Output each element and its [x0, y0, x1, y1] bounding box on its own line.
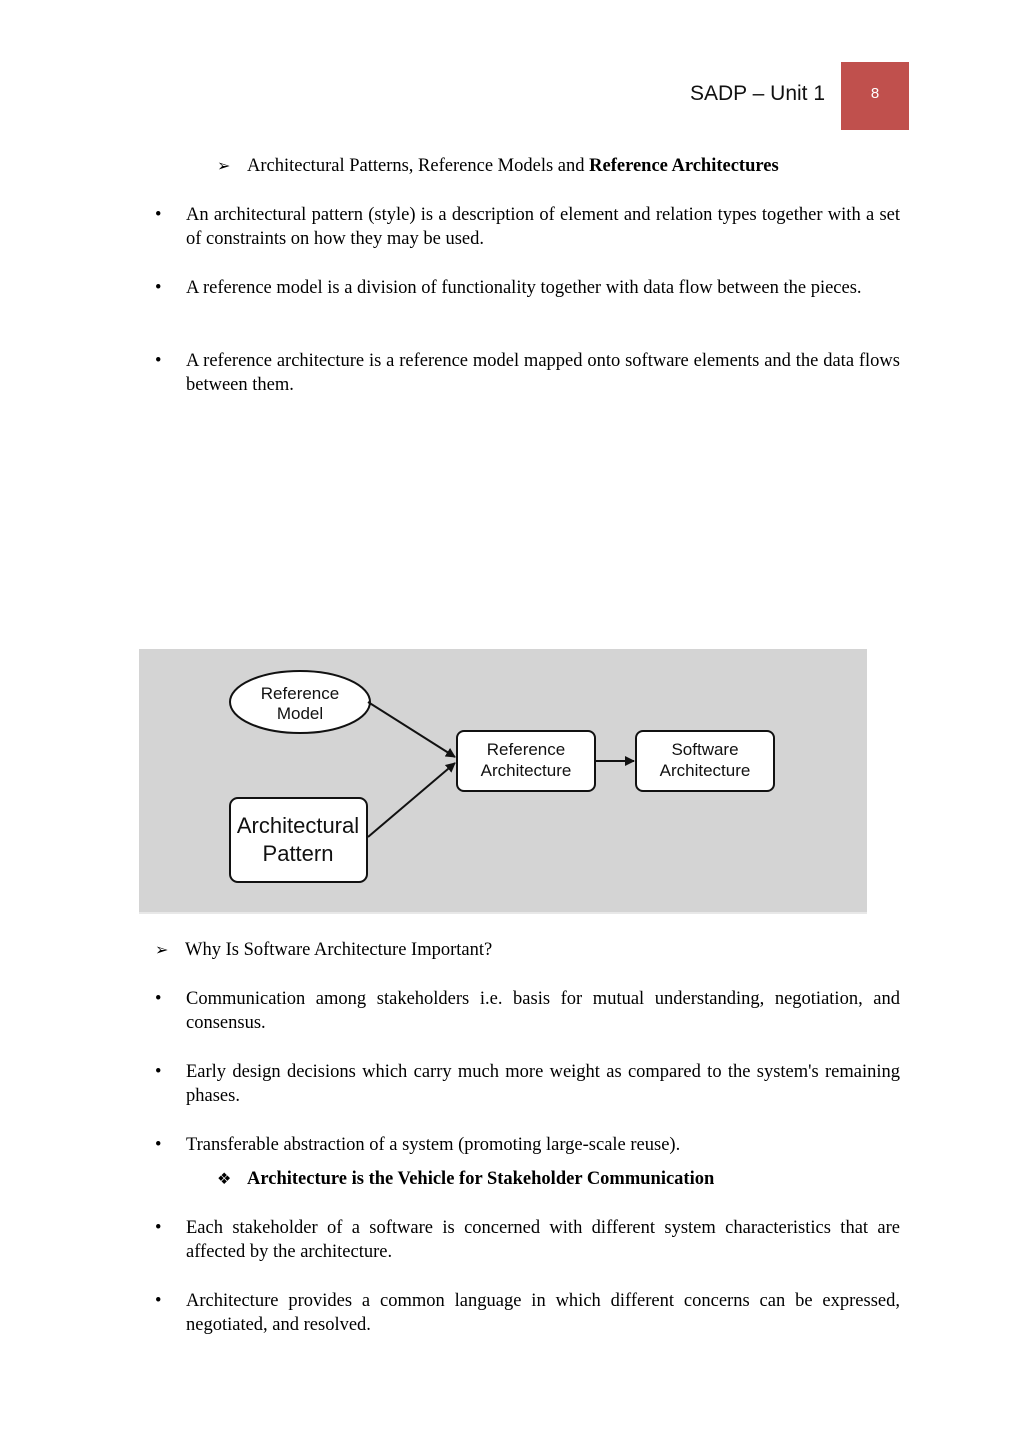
- bullet-icon: •: [155, 989, 162, 1009]
- architectural-pattern-node: [230, 798, 367, 882]
- architectural-pattern-label-line1: Architectural: [236, 813, 360, 838]
- list-item: [155, 349, 900, 397]
- list-item-text: Transferable abstraction of a system (promoting large-scale reuse).: [186, 1135, 681, 1155]
- heading-plain-text: Architectural Patterns, Reference Models and: [247, 156, 590, 176]
- architecture-diagram: [139, 649, 867, 914]
- section-heading-patterns: [217, 154, 779, 179]
- architectural-pattern-label-line2: Pattern: [262, 841, 334, 866]
- software-architecture-label-line1: Software: [671, 740, 739, 759]
- page-number-badge: [841, 62, 909, 130]
- heading-bold-text: Architecture is the Vehicle for Stakeholder Communication: [247, 1169, 715, 1189]
- list-item-text: Each stakeholder of a software is concerned with different system characteristics that are affected by the architecture.: [186, 1218, 900, 1262]
- reference-model-label-line2: Model: [276, 704, 324, 723]
- bullet-icon: •: [155, 205, 162, 225]
- reference-architecture-node: [457, 731, 595, 791]
- bullet-icon: •: [155, 1218, 162, 1238]
- reference-model-label-line1: Reference: [260, 684, 340, 703]
- list-item-text: Communication among stakeholders i.e. basis for mutual understanding, negotiation, and consensus.: [186, 989, 900, 1033]
- bullet-icon: •: [155, 1135, 162, 1155]
- bullet-icon: •: [155, 1291, 162, 1311]
- heading-bold-text: Reference Architectures: [589, 156, 779, 176]
- bullet-icon: •: [155, 278, 162, 298]
- reference-architecture-label-line1: Reference: [486, 740, 566, 759]
- header-title: SADP – Unit 1: [690, 82, 826, 105]
- list-item-text: Architecture provides a common language in which different concerns can be expressed, negotiated, and resolved.: [186, 1291, 900, 1335]
- software-architecture-node: [636, 731, 774, 791]
- reference-model-node: [230, 671, 370, 733]
- list-item-text: A reference model is a division of functionality together with data flow between the pieces.: [186, 278, 862, 298]
- list-item: [155, 1133, 900, 1157]
- reference-architecture-label-line2: Architecture: [480, 761, 572, 780]
- list-item: [155, 203, 900, 251]
- list-item: [155, 1216, 900, 1264]
- list-item-text: A reference architecture is a reference model mapped onto software elements and the data flows between them.: [186, 351, 900, 395]
- list-item: [155, 987, 900, 1035]
- arrow-bullet-icon: ➢: [155, 942, 169, 959]
- list-item: [155, 1289, 900, 1337]
- arrow-bullet-icon: ➢: [217, 158, 231, 175]
- software-architecture-label-line2: Architecture: [659, 761, 751, 780]
- bullet-icon: •: [155, 1062, 162, 1082]
- page-number: 8: [870, 84, 880, 102]
- list-item: [155, 276, 900, 300]
- diagram-canvas: [139, 649, 867, 912]
- arrow-pattern-to-refarch: [368, 763, 455, 837]
- list-item: [155, 1060, 900, 1108]
- diamond-bullet-icon: ❖: [217, 1171, 232, 1188]
- heading-text: Why Is Software Architecture Important?: [185, 940, 493, 960]
- list-item-text: Early design decisions which carry much more weight as compared to the system's remaining phases.: [186, 1062, 900, 1106]
- section-heading-importance: [155, 938, 492, 963]
- arrow-model-to-refarch: [368, 702, 455, 757]
- list-item-text: An architectural pattern (style) is a description of element and relation types together with a set of constraints on how they may be used.: [186, 205, 900, 249]
- section-heading-communication: [217, 1167, 714, 1192]
- bullet-icon: •: [155, 351, 162, 371]
